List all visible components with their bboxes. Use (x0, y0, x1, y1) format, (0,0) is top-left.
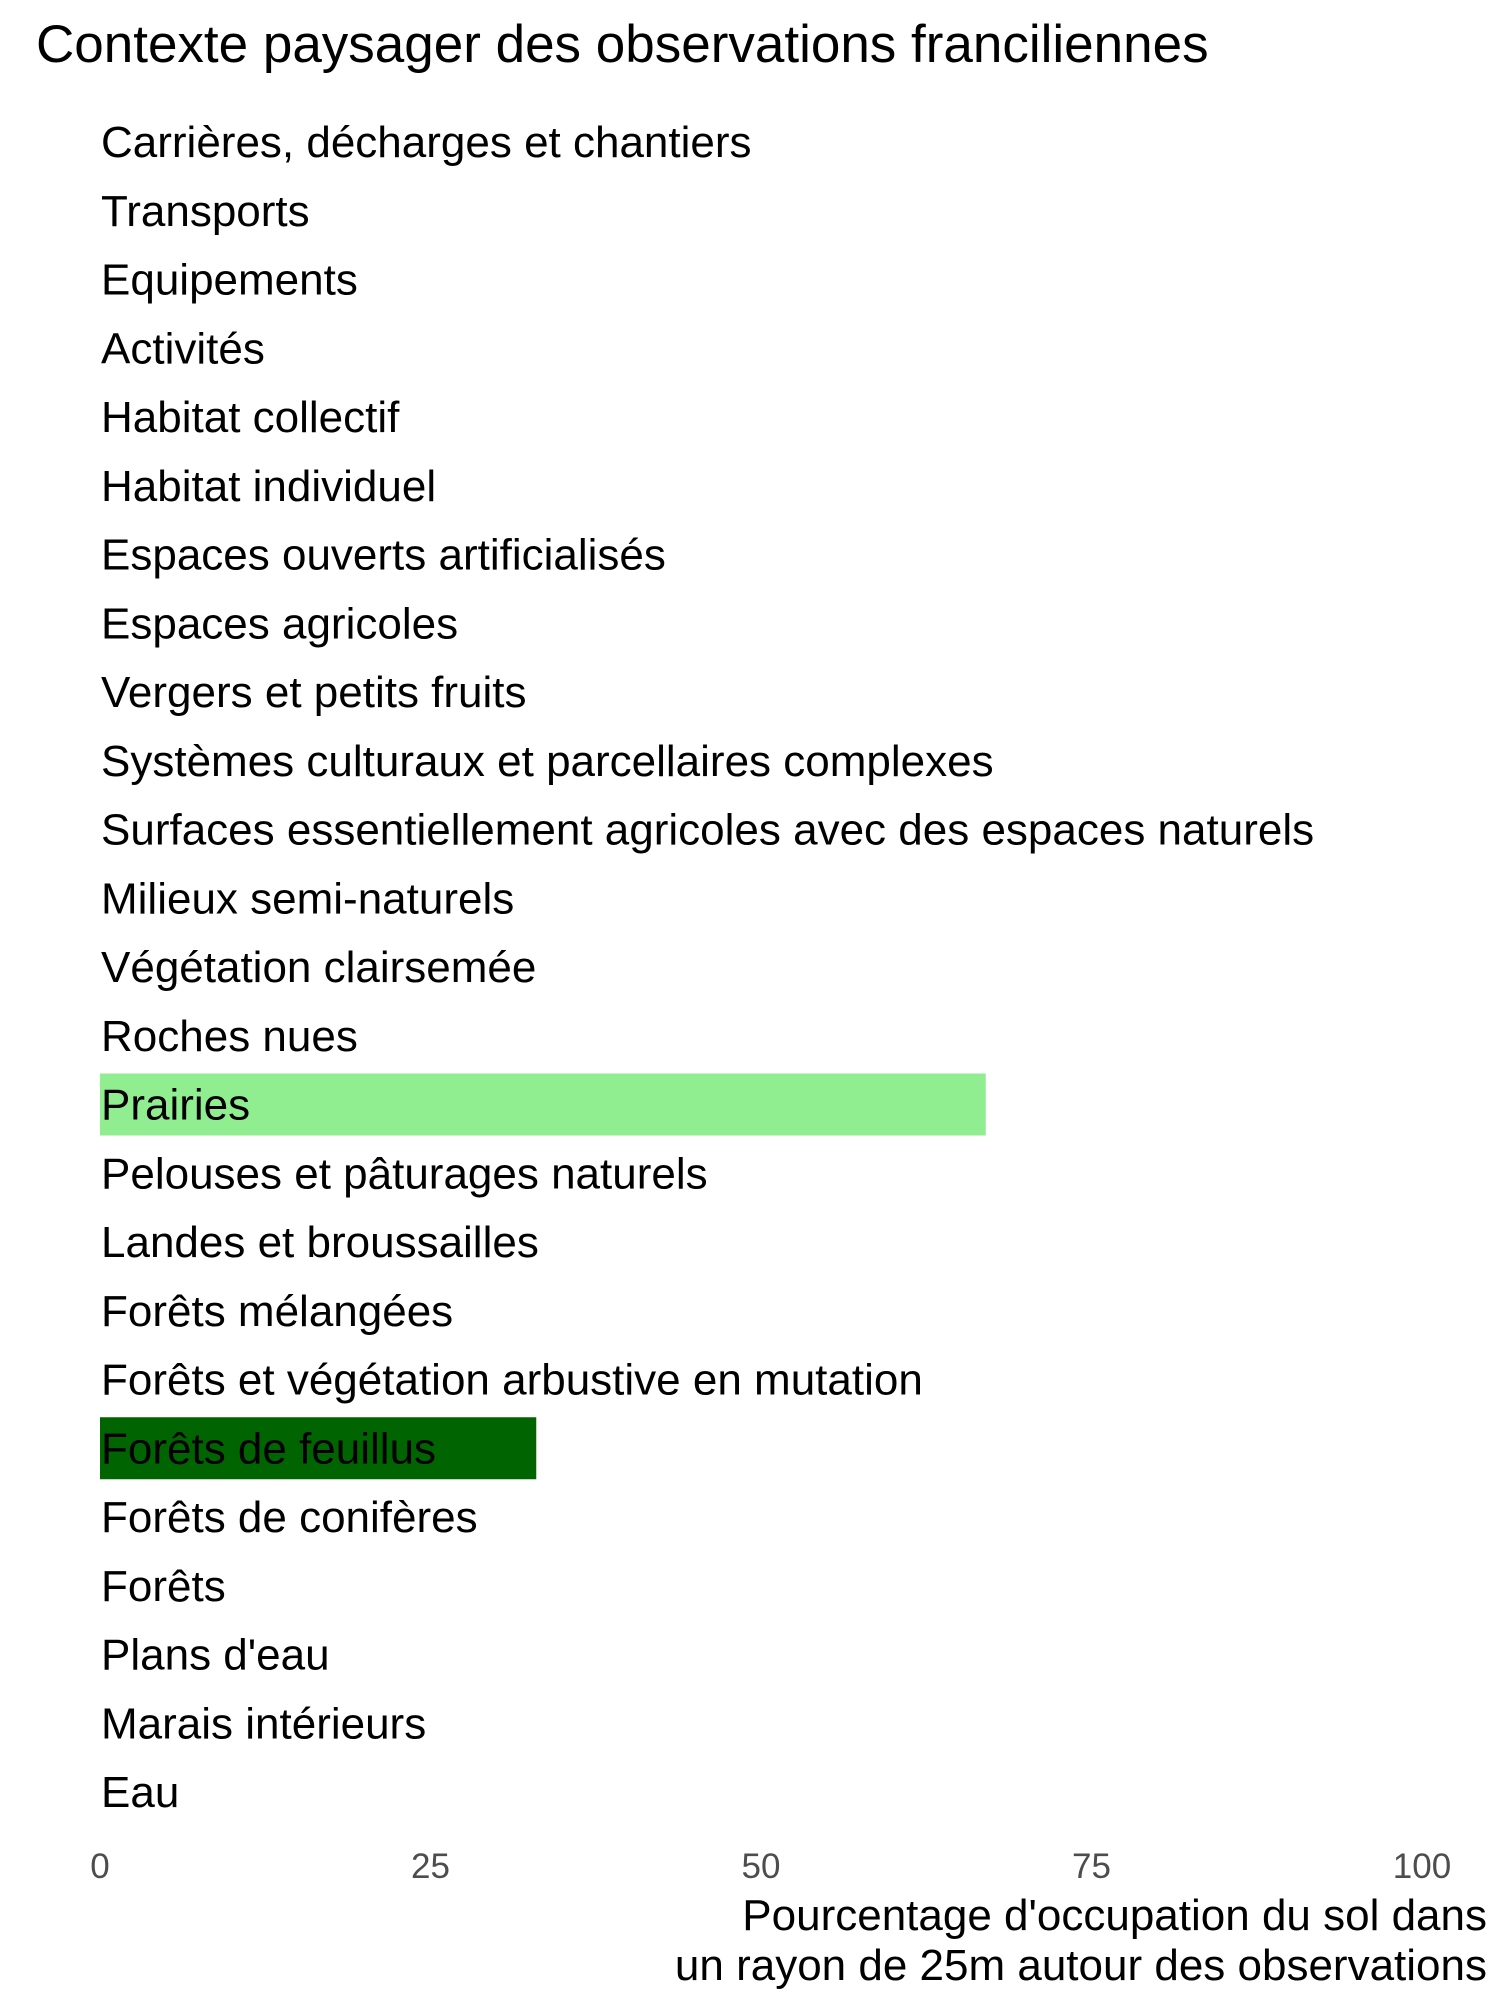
category-label-forets-de-feuillus: Forêts de feuillus (101, 1424, 437, 1474)
category-label-marais-interieurs: Marais intérieurs (101, 1699, 427, 1749)
x-tick-label-0: 0 (90, 1847, 110, 1886)
category-label-eau: Eau (101, 1768, 180, 1817)
category-label-habitat-individuel: Habitat individuel (101, 461, 437, 511)
category-label-forets: Forêts (101, 1561, 226, 1611)
category-label-prairies: Prairies (101, 1080, 251, 1130)
category-label-systemes-culturaux-et-parcellaires-complexes: Systèmes culturaux et parcellaires complexes (101, 736, 994, 786)
category-label-forets-melangees: Forêts mélangées (101, 1286, 454, 1336)
category-label-pelouses-et-paturages-naturels: Pelouses et pâturages naturels (101, 1149, 708, 1199)
category-label-milieux-semi-naturels: Milieux semi-naturels (101, 874, 515, 924)
category-label-espaces-agricoles: Espaces agricoles (101, 599, 459, 649)
x-tick-label-100: 100 (1392, 1847, 1452, 1886)
chart-title: Contexte paysager des observations franciliennes (36, 15, 1209, 74)
category-label-carrieres-decharges-et-chantiers: Carrières, décharges et chantiers (101, 118, 752, 167)
category-label-activites: Activités (101, 324, 265, 374)
category-label-forets-de-coniferes: Forêts de conifères (101, 1493, 478, 1542)
category-label-vergers-et-petits-fruits: Vergers et petits fruits (101, 668, 527, 717)
category-label-forets-et-vegetation-arbustive-en-mutation: Forêts et végétation arbustive en mutation (101, 1355, 923, 1405)
category-label-espaces-ouverts-artificialises: Espaces ouverts artificialisés (101, 530, 666, 580)
category-label-transports: Transports (101, 186, 310, 236)
x-axis-title-line-2: un rayon de 25m autour des observations (674, 1941, 1487, 1990)
category-labels (101, 118, 1314, 1817)
x-axis-title-line-1: Pourcentage d'occupation du sol dans (742, 1891, 1487, 1940)
category-label-vegetation-clairsemee: Végétation clairsemée (101, 943, 537, 992)
category-label-landes-et-broussailles: Landes et broussailles (101, 1218, 539, 1267)
category-label-roches-nues: Roches nues (101, 1011, 358, 1061)
x-tick-label-75: 75 (1072, 1847, 1111, 1886)
category-label-equipements: Equipements (101, 255, 358, 305)
x-tick-label-25: 25 (411, 1847, 450, 1886)
category-label-surfaces-essentiellement-agricoles-avec-des-espaces-naturels: Surfaces essentiellement agricoles avec des espaces naturels (101, 805, 1315, 855)
x-tick-label-50: 50 (741, 1847, 781, 1886)
bars-layer (100, 1074, 986, 1480)
category-label-plans-d-eau: Plans d'eau (101, 1630, 330, 1680)
x-axis-ticks (90, 1847, 1451, 1886)
category-label-habitat-collectif: Habitat collectif (101, 393, 400, 442)
